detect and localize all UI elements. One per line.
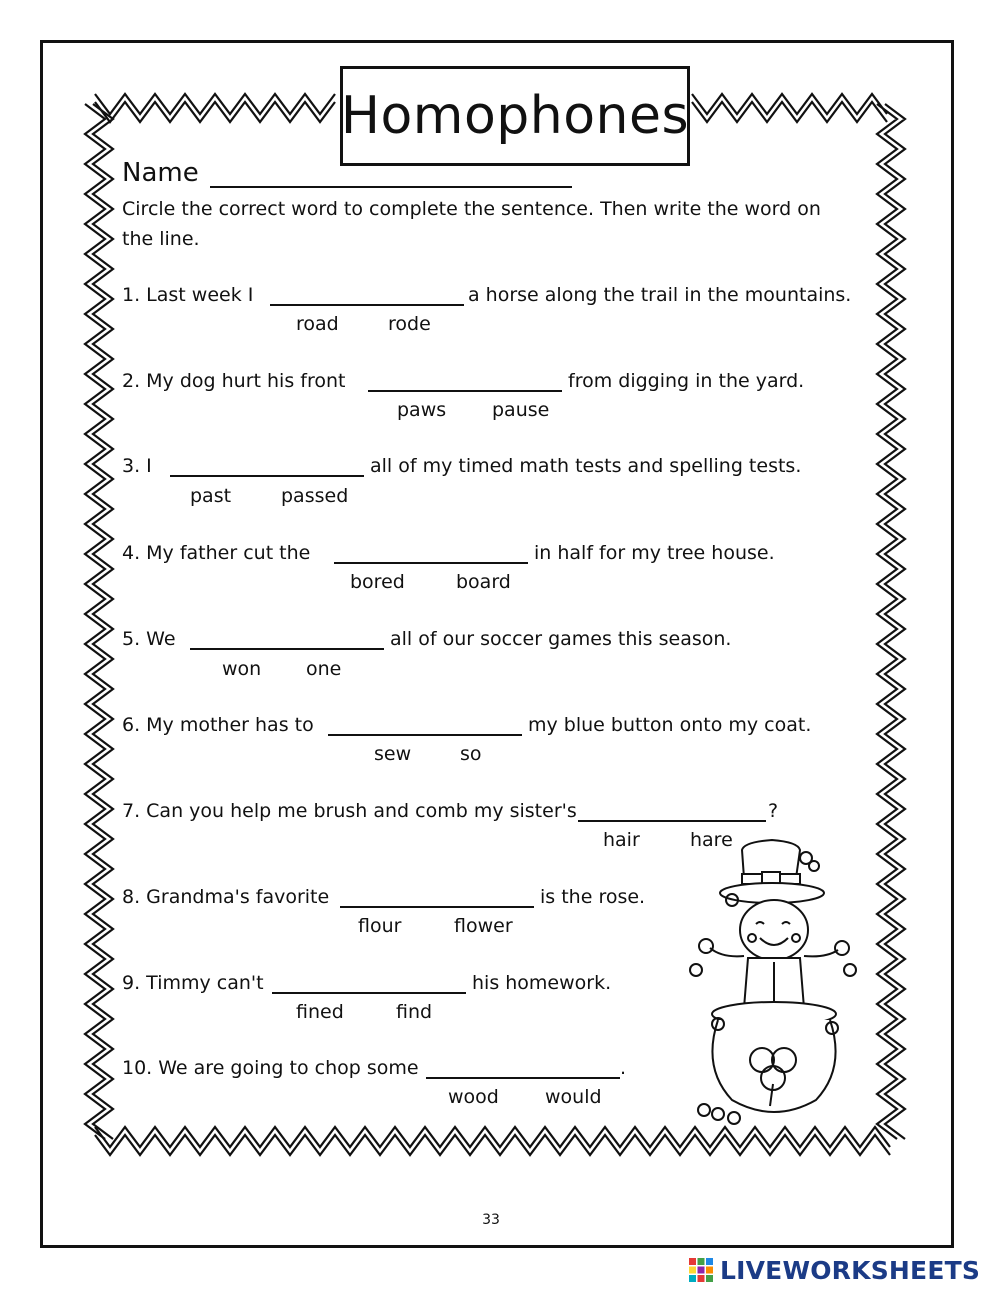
item-1-text-before: 1. Last week I	[122, 284, 254, 306]
item-5-option-1[interactable]: won	[222, 658, 262, 680]
item-4-answer-line[interactable]	[334, 562, 528, 564]
item-5-answer-line[interactable]	[190, 648, 384, 650]
item-8-text-after: is the rose.	[540, 886, 646, 908]
item-10-text-after: .	[620, 1057, 627, 1079]
item-6-answer-line[interactable]	[328, 734, 522, 736]
item-3-option-1[interactable]: past	[190, 485, 232, 507]
page-title: Homophones	[340, 86, 690, 146]
item-10-answer-line[interactable]	[426, 1077, 620, 1079]
item-9-option-2[interactable]: find	[396, 1001, 433, 1023]
item-10-option-2[interactable]: would	[545, 1086, 602, 1108]
item-3-text-after: all of my timed math tests and spelling tests.	[370, 455, 802, 477]
liveworksheets-logo-icon	[688, 1257, 714, 1283]
item-9-text-after: his homework.	[472, 972, 612, 994]
zigzag-segment	[95, 102, 335, 122]
item-2-text-before: 2. My dog hurt his front	[122, 370, 346, 392]
item-5-option-2[interactable]: one	[306, 658, 342, 680]
item-1-option-2[interactable]: rode	[388, 313, 431, 335]
item-6-option-2[interactable]: so	[460, 743, 482, 765]
item-2-option-1[interactable]: paws	[397, 399, 447, 421]
item-2-option-2[interactable]: pause	[492, 399, 550, 421]
item-9-text-before: 9. Timmy can't	[122, 972, 264, 994]
item-1-text-after: a horse along the trail in the mountains.	[468, 284, 852, 306]
instructions-line-2: the line.	[122, 228, 200, 250]
liveworksheets-logo-text: LIVEWORKSHEETS	[720, 1255, 981, 1285]
leprechaun-illustration	[682, 838, 862, 1128]
item-7-option-1[interactable]: hair	[603, 829, 640, 851]
item-2-answer-line[interactable]	[368, 390, 562, 392]
name-input-line[interactable]	[210, 186, 572, 188]
item-1-option-1[interactable]: road	[296, 313, 339, 335]
item-4-option-1[interactable]: bored	[350, 571, 405, 593]
item-7-text-before: 7. Can you help me brush and comb my sister's	[122, 800, 577, 822]
item-7-text-after: ?	[768, 800, 779, 822]
item-3-answer-line[interactable]	[170, 475, 364, 477]
item-4-text-before: 4. My father cut the	[122, 542, 311, 564]
item-8-answer-line[interactable]	[340, 906, 534, 908]
item-8-text-before: 8. Grandma's favorite	[122, 886, 330, 908]
title-box	[340, 66, 690, 166]
item-10-option-1[interactable]: wood	[448, 1086, 499, 1108]
item-10-text-before: 10. We are going to chop some	[122, 1057, 419, 1079]
page-number: 33	[482, 1212, 500, 1228]
item-7-answer-line[interactable]	[578, 820, 766, 822]
item-7-option-2[interactable]: hare	[690, 829, 733, 851]
item-3-text-before: 3. I	[122, 455, 152, 477]
instructions-line-1: Circle the correct word to complete the sentence. Then write the word on	[122, 198, 821, 220]
item-6-text-after: my blue button onto my coat.	[528, 714, 812, 736]
item-3-option-2[interactable]: passed	[281, 485, 349, 507]
item-6-text-before: 6. My mother has to	[122, 714, 314, 736]
item-1-answer-line[interactable]	[270, 304, 464, 306]
item-2-text-after: from digging in the yard.	[568, 370, 805, 392]
item-9-answer-line[interactable]	[272, 992, 466, 994]
liveworksheets-logo[interactable]	[688, 1256, 980, 1284]
item-8-option-2[interactable]: flower	[454, 915, 513, 937]
item-8-option-1[interactable]: flour	[358, 915, 402, 937]
item-9-option-1[interactable]: fined	[296, 1001, 344, 1023]
item-6-option-1[interactable]: sew	[374, 743, 412, 765]
name-label: Name	[122, 158, 199, 188]
item-5-text-before: 5. We	[122, 628, 176, 650]
item-4-text-after: in half for my tree house.	[534, 542, 775, 564]
item-5-text-after: all of our soccer games this season.	[390, 628, 732, 650]
item-4-option-2[interactable]: board	[456, 571, 511, 593]
